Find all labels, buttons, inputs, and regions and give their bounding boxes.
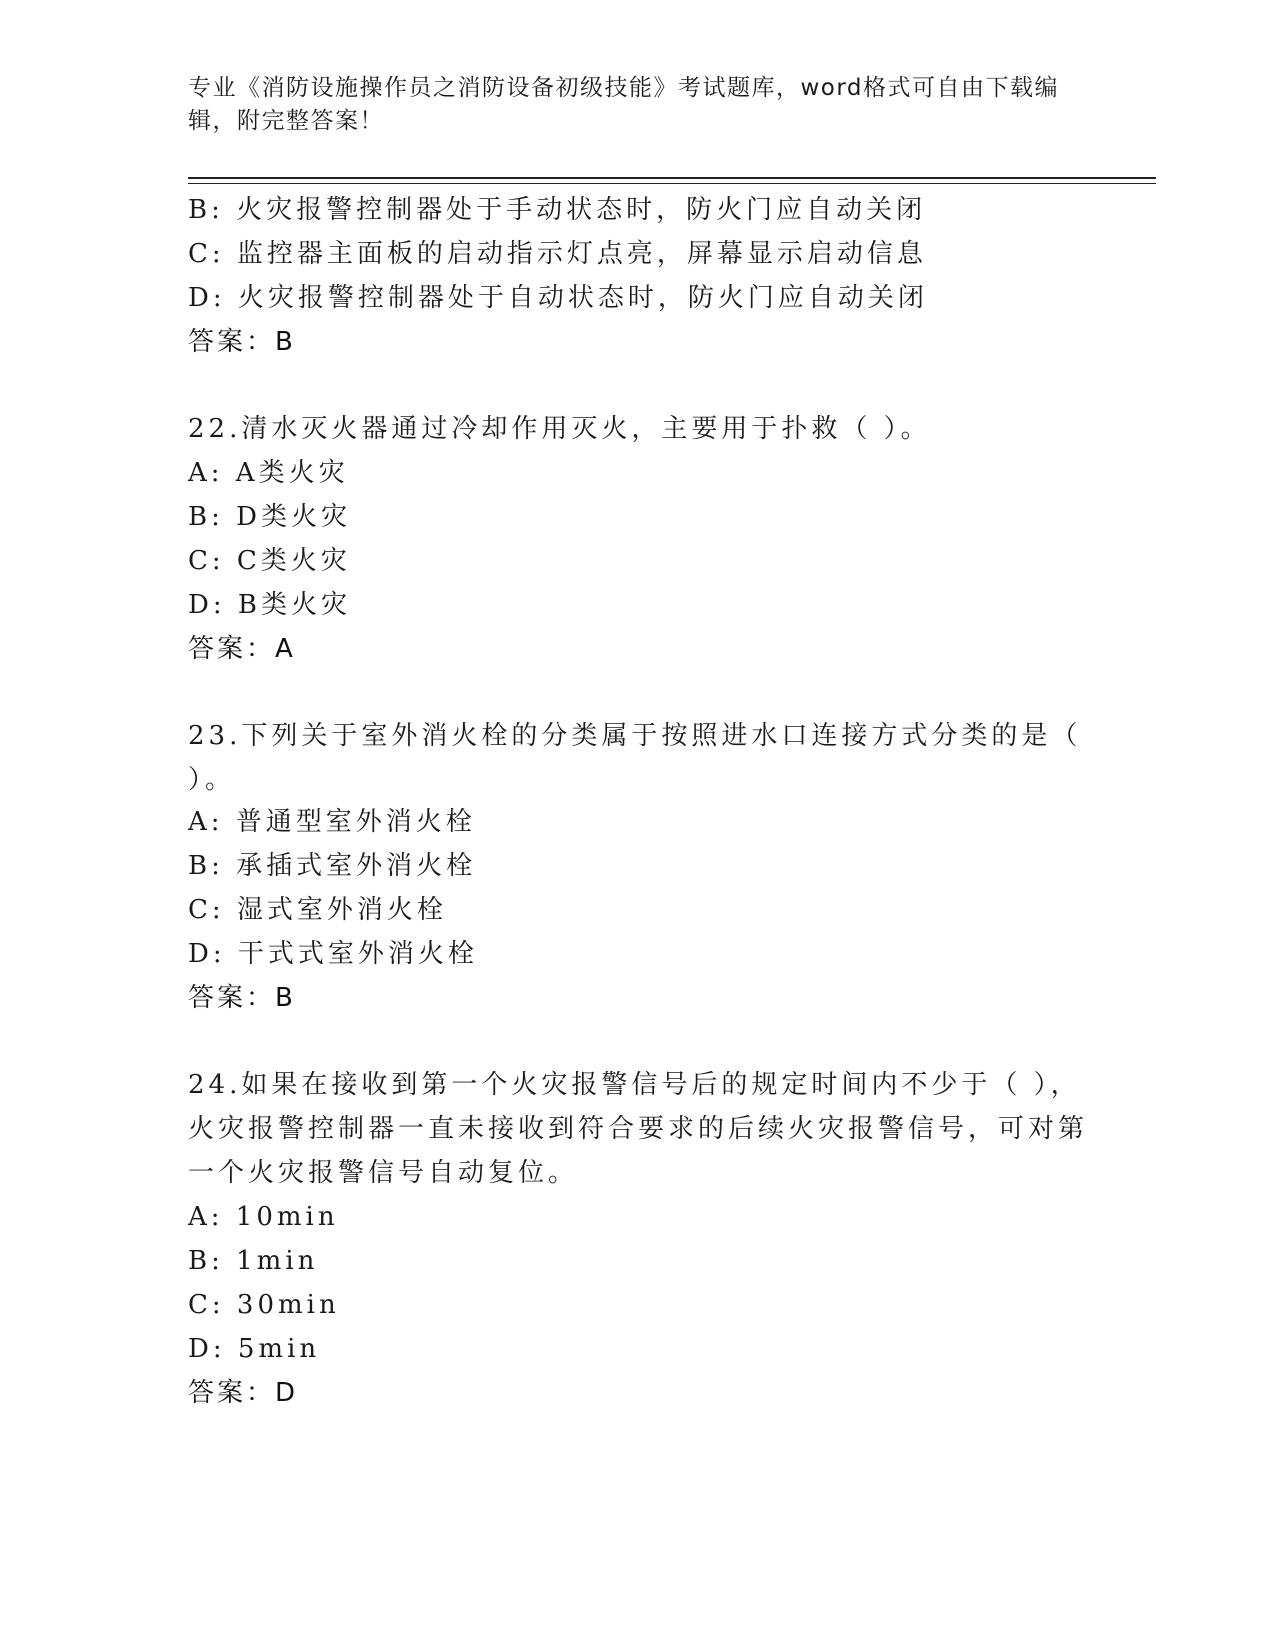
q24-option-d: D: 5min bbox=[188, 1334, 321, 1364]
q23-answer: 答案：B bbox=[188, 983, 296, 1013]
q23-stem-line-2: ）。 bbox=[188, 765, 236, 795]
q22-option-c: C: C类火灾 bbox=[188, 546, 351, 576]
q23-stem-line-1: 23.下列关于室外消火栓的分类属于按照进水口连接方式分类的是（ bbox=[188, 721, 1082, 751]
q24-stem-line-3: 一个火灾报警信号自动复位。 bbox=[188, 1158, 579, 1188]
header-rule-thick bbox=[188, 177, 1156, 179]
q21-option-c: C: 监控器主面板的启动指示灯点亮，屏幕显示启动信息 bbox=[188, 239, 927, 269]
header-line-1: 专业《消防设施操作员之消防设备初级技能》考试题库，word格式可自由下载编 bbox=[188, 75, 1060, 101]
q24-stem-line-2: 火灾报警控制器一直未接收到符合要求的后续火灾报警信号，可对第 bbox=[188, 1114, 1089, 1144]
q21-option-d: D: 火灾报警控制器处于自动状态时，防火门应自动关闭 bbox=[188, 283, 928, 313]
q21-option-b: B: 火灾报警控制器处于手动状态时，防火门应自动关闭 bbox=[188, 195, 927, 225]
document-header bbox=[188, 72, 1068, 138]
q24-answer: 答案：D bbox=[188, 1378, 299, 1408]
header-line-2: 辑，附完整答案！ bbox=[188, 108, 384, 134]
q24-option-a: A: 10min bbox=[188, 1202, 339, 1232]
q22-option-d: D: B类火灾 bbox=[188, 590, 351, 620]
q22-answer: 答案：A bbox=[188, 634, 296, 664]
q23-option-b: B: 承插式室外消火栓 bbox=[188, 851, 477, 881]
header-rule-thin bbox=[188, 183, 1156, 184]
q23-option-c: C: 湿式室外消火栓 bbox=[188, 895, 447, 925]
q21-answer: 答案：B bbox=[188, 327, 296, 357]
q24-stem-line-1: 24.如果在接收到第一个火灾报警信号后的规定时间内不少于（ ）， bbox=[188, 1070, 1081, 1100]
q22-stem: 22.清水灭火器通过冷却作用灭火，主要用于扑救（ ）。 bbox=[188, 414, 931, 444]
q24-option-c: C: 30min bbox=[188, 1290, 340, 1320]
q22-option-a: A: A类火灾 bbox=[188, 458, 349, 488]
q23-option-a: A: 普通型室外消火栓 bbox=[188, 807, 476, 837]
q22-option-b: B: D类火灾 bbox=[188, 502, 351, 532]
q24-option-b: B: 1min bbox=[188, 1246, 319, 1276]
q23-option-d: D: 干式式室外消火栓 bbox=[188, 939, 478, 969]
